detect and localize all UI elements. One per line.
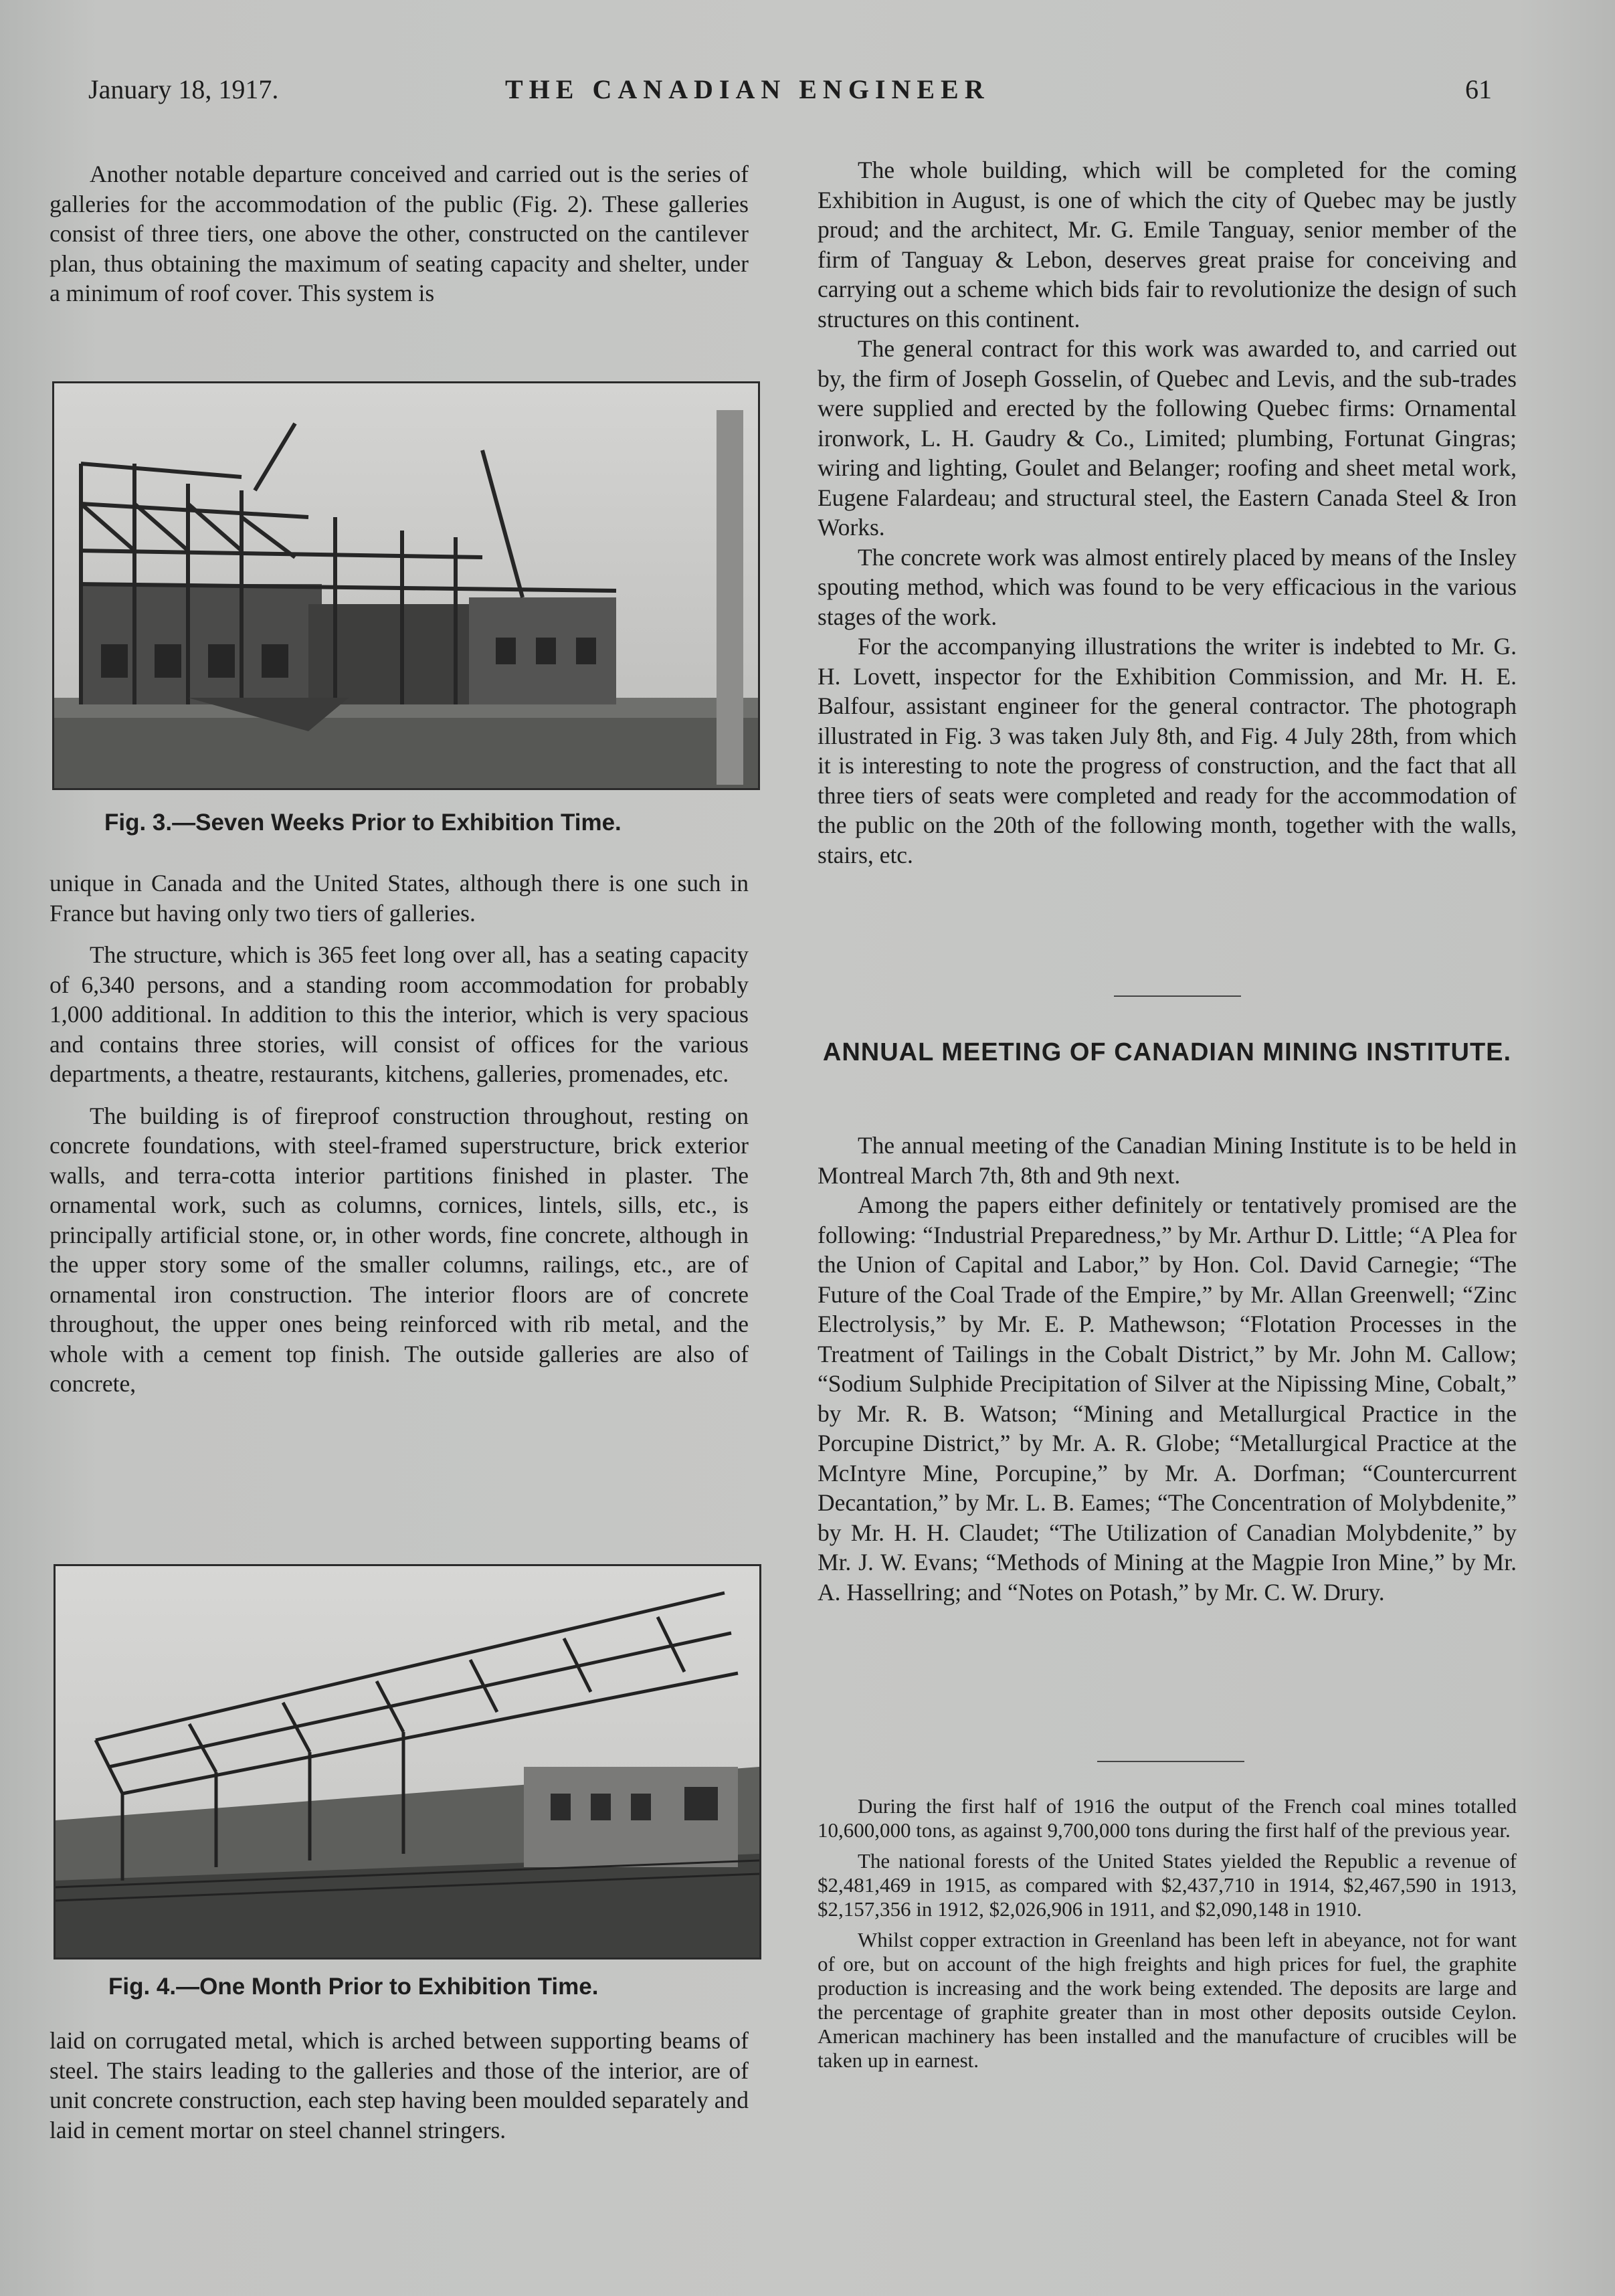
news-note: During the first half of 1916 the output of the French coal mines totalled 10,600,000 tons, as against 9,700,000 tons during the first half of the previous year.	[818, 1794, 1517, 1842]
figure-3-photo	[52, 381, 760, 790]
left-column-body	[50, 868, 749, 1399]
paragraph: For the accompanying illustrations the writer is indebted to Mr. G. H. Lovett, inspector for the Exhibition Commission, and Mr. H. E. Balfour, assistant engineer for the general contractor. The photograph illustrated in Fig. 3 was taken July 8th, and Fig. 4 July 28th, from which it is interesting to note the progress of construction, and the fact that all three tiers of seats were completed and ready for the accommodation of the public on the 20th of the following month, together with the walls, stairs, etc.	[818, 633, 1517, 868]
paragraph: The annual meeting of the Canadian Mining Institute is to be held in Montreal March 7th, 8th and 9th next.	[818, 1132, 1517, 1189]
paragraph: The building is of fireproof construction throughout, resting on concrete foundations, with steel-framed superstructure, brick exterior walls, and terra-cotta interior partitions finished in plaster. The ornamental work, such as columns, cornices, lintels, sills, etc., is principally artificial stone, or, in other words, fine concrete, although in the upper story some of the smaller columns, railings, etc., are of ornamental iron construction. The interior floors are of concrete throughout, the upper ones being reinforced with rib metal, and the whole with a cement top finish. The outside galleries are also of concrete,	[50, 1102, 749, 1397]
section-divider	[1097, 1761, 1244, 1762]
left-column-intro	[50, 159, 749, 308]
grandstand-photo-image	[56, 1566, 759, 1957]
paragraph: laid on corrugated metal, which is arched between supporting beams of steel. The stairs leading to the galleries and those of the interior, are of unit concrete construction, each step having been moulded separately and laid in cement mortar on steel channel stringers.	[50, 2027, 749, 2143]
paragraph: unique in Canada and the United States, although there is one such in France but having only two tiers of galleries.	[50, 870, 749, 927]
news-note: The national forests of the United States yielded the Republic a revenue of $2,481,469 in 1915, as compared with $2,437,710 in 1914, $2,467,590 in 1913, $2,157,356 in 1912, $2,026,906 in 1911, and $2,090,148 in 1910.	[818, 1849, 1517, 1921]
paragraph: Among the papers either definitely or tentatively promised are the following: “Industrial Preparedness,” by Mr. Arthur D. Little; “A Plea for the Union of Capital and Labor,” by Hon. Col. David Carnegie; “The Future of the Coal Trade of the Empire,” by Mr. Allan Greenwell; “Zinc Electrolysis,” by Mr. E. P. Mathewson; “Flotation Processes in the Treatment of Tailings in the Cobalt District,” by Mr. John M. Callow; “Sodium Sulphide Precipitation of Silver at the Nipissing Mine, Cobalt,” by Mr. R. B. Watson; “Mining and Metallurgical Practice in the Porcupine District,” by Mr. A. R. Globe; “Metallurgical Practice at the McIntyre Mine, Porcupine,” by Mr. A. Dorfman; “Countercurrent Decantation,” by Mr. L. B. Eames; “The Concentration of Molybdenite,” by Mr. H. H. Claudet; “The Utilization of Canadian Molybdenite,” by Mr. J. W. Evans; “Methods of Mining at the Magpie Iron Mine,” by Mr. A. Hassellring; and “Notes on Potash,” by Mr. C. W. Drury.	[818, 1191, 1517, 1606]
paragraph: The structure, which is 365 feet long over all, has a seating capacity of 6,340 persons, and a standing room accommodation for probably 1,000 additional. In addition to this the interior, which is very spacious and contains three stories, will consist of offices for the various departments, a theatre, restaurants, kitchens, galleries, promenades, etc.	[50, 941, 749, 1087]
right-column-meeting	[818, 1131, 1517, 1607]
paragraph: Another notable departure conceived and carried out is the series of galleries for the accommodation of the public (Fig. 2). These galleries consist of three tiers, one above the other, constructed on the cantilever plan, thus obtaining the maximum of seating capacity and shelter, under a minimum of roof cover. This system is	[50, 161, 749, 306]
news-note: Whilst copper extraction in Greenland has been left in abeyance, not for want of ore, but on account of the high freights and high prices for fuel, the graphite production is increasing and the work being extended. The deposits are large and the percentage of graphite greater than in most other deposits outside Ceylon. American machinery has been installed and the manufacture of crucibles will be taken up in earnest.	[818, 1928, 1517, 2072]
section-heading: ANNUAL MEETING OF CANADIAN MINING INSTITUTE.	[822, 1038, 1512, 1066]
header-date: January 18, 1917.	[88, 74, 279, 104]
figure-4-photo	[54, 1564, 761, 1959]
construction-photo-image	[54, 383, 758, 788]
right-column-article	[818, 155, 1517, 870]
page-number: 61	[1465, 74, 1492, 104]
right-column-notes	[818, 1794, 1517, 2073]
left-column-end	[50, 2026, 749, 2145]
section-divider	[1114, 995, 1241, 997]
journal-title: THE CANADIAN ENGINEER	[505, 74, 990, 104]
figure-3-caption: Fig. 3.—Seven Weeks Prior to Exhibition Time.	[104, 809, 622, 836]
paragraph: The general contract for this work was awarded to, and carried out by, the firm of Joseph Gosselin, of Quebec and Levis, and the sub-trades were supplied and erected by the following Quebec firms: Ornamental ironwork, L. H. Gaudry & Co., Limited; plumbing, Fortunat Gingras; wiring and lighting, Goulet and Belanger; roofing and sheet metal work, Eugene Falardeau; and structural steel, the Eastern Canada Steel & Iron Works.	[818, 335, 1517, 541]
figure-4-caption: Fig. 4.—One Month Prior to Exhibition Time.	[108, 1974, 599, 2000]
paragraph: The concrete work was almost entirely placed by means of the Insley spouting method, which was found to be very efficacious in the various stages of the work.	[818, 543, 1517, 630]
paragraph: The whole building, which will be completed for the coming Exhibition in August, is one of which the city of Quebec may be justly proud; and the architect, Mr. G. Emile Tanguay, senior member of the firm of Tanguay & Lebon, deserves great praise for conceiving and carrying out a scheme which bids fair to revolutionize the design of such structures on this continent.	[818, 157, 1517, 332]
